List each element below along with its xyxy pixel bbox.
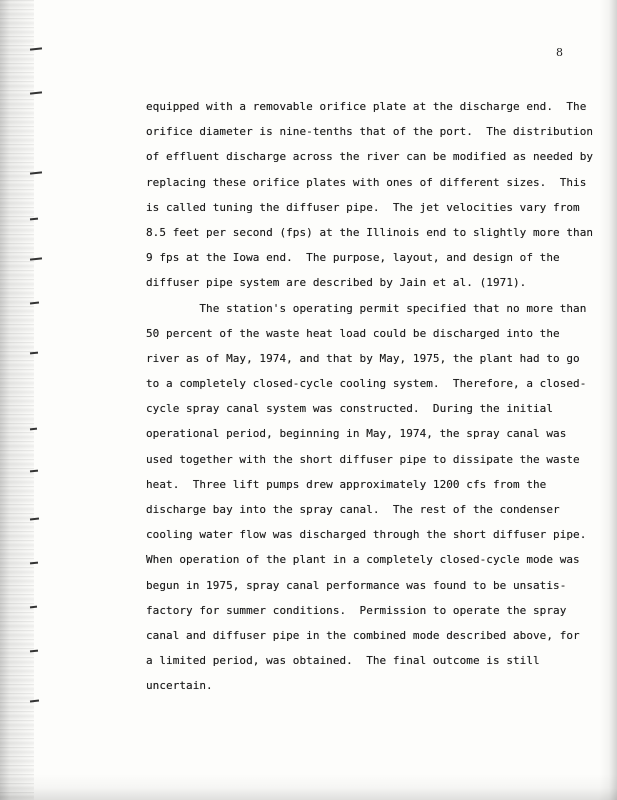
text-line: is called tuning the diffuser pipe. The jet velocities vary from xyxy=(146,200,580,214)
text-line: 8.5 feet per second (fps) at the Illinois end to slightly more than xyxy=(146,225,594,239)
margin-tick xyxy=(30,428,37,431)
margin-tick xyxy=(30,171,42,174)
page-number: 8 xyxy=(556,46,563,59)
margin-tick xyxy=(30,218,38,221)
text-line: begun in 1975, spray canal performance was found to be unsatis- xyxy=(146,578,567,592)
text-line: orifice diameter is nine-tenths that of the port. The distribution xyxy=(146,125,594,139)
text-line: a limited period, was obtained. The final outcome is still xyxy=(146,654,540,668)
text-line: 50 percent of the waste heat load could be discharged into the xyxy=(146,326,560,340)
margin-tick xyxy=(30,650,38,653)
text-line: operational period, beginning in May, 1974, the spray canal was xyxy=(146,427,567,441)
text-line: heat. Three lift pumps drew approximately 1200 cfs from the xyxy=(146,477,547,491)
margin-tick xyxy=(30,470,38,473)
text-line: river as of May, 1974, and that by May, 1975, the plant had to go xyxy=(146,351,580,365)
text-line: equipped with a removable orifice plate at the discharge end. The xyxy=(146,100,587,113)
scan-shadow-bottom xyxy=(0,774,617,800)
text-line: diffuser pipe system are described by Jain et al. (1971). xyxy=(146,276,527,290)
margin-tick xyxy=(30,700,39,703)
text-line: cycle spray canal system was constructed. During the initial xyxy=(146,402,554,416)
text-line: canal and diffuser pipe in the combined mode described above, for xyxy=(146,628,580,642)
text-line: replacing these orifice plates with ones of different sizes. This xyxy=(146,175,587,189)
text-line: The station's operating permit specified that no more than xyxy=(146,301,587,315)
margin-tick xyxy=(30,47,42,50)
text-line: to a completely closed-cycle cooling system. Therefore, a closed- xyxy=(146,377,587,391)
margin-tick xyxy=(30,518,39,521)
scan-shadow-left xyxy=(0,0,34,800)
margin-tick xyxy=(30,562,38,565)
text-line: uncertain. xyxy=(146,679,213,693)
text-line: of effluent discharge across the river can be modified as needed by xyxy=(146,150,594,164)
text-line: 9 fps at the Iowa end. The purpose, layout, and design of the xyxy=(146,251,560,265)
text-line: When operation of the plant in a completely closed-cycle mode was xyxy=(146,553,580,567)
margin-tick xyxy=(30,91,42,94)
text-line: used together with the short diffuser pipe to dissipate the waste xyxy=(146,452,580,466)
margin-tick xyxy=(30,302,39,305)
margin-tick xyxy=(30,352,38,355)
body-text xyxy=(146,94,594,699)
margin-tick xyxy=(30,606,37,609)
margin-tick xyxy=(30,257,42,260)
scan-shadow-right xyxy=(599,0,617,800)
text-line: discharge bay into the spray canal. The rest of the condenser xyxy=(146,503,560,516)
text-line: factory for summer conditions. Permission to operate the spray xyxy=(146,603,567,617)
text-line: cooling water flow was discharged through the short diffuser pipe. xyxy=(146,528,587,542)
